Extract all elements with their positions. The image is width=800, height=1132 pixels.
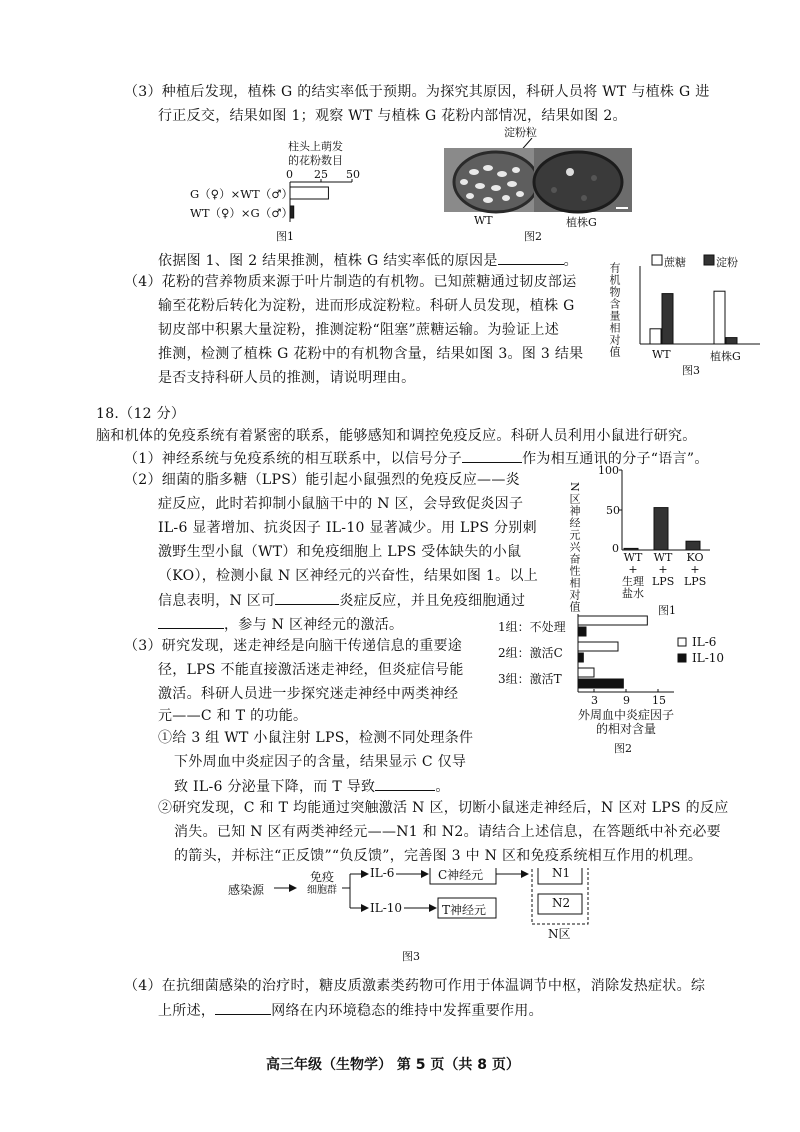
q18-fig3-n-region: N区 <box>548 927 571 941</box>
page-footer: 高三年级（生物学） 第 5 页（共 8 页） <box>266 1057 520 1073</box>
fig3-caption: 图3 <box>682 364 700 377</box>
q18-fig2-legend-il6: IL-6 <box>692 635 717 649</box>
q18-fig1-cat1-l1: WT <box>623 551 643 564</box>
q18-intro: 脑和机体的免疫系统有着紧密的联系，能够感知和调控免疫反应。科研人员利用小鼠进行研究。 <box>96 428 697 444</box>
q18-fig1-tick-50: 50 <box>606 504 620 517</box>
q18-fig2-bar-g2-il6 <box>578 642 618 651</box>
q18-fig1-cat3-l2: + <box>690 563 700 576</box>
fig2-wt-label: WT <box>474 214 493 227</box>
q18-fig2-xlabel-l1: 外周血中炎症因子 <box>577 708 674 722</box>
q18-2-line5: （KO），检测小鼠 N 区神经元的兴奋性，结果如图 1。以上 <box>158 568 539 584</box>
q18-fig3-source: 感染源 <box>228 883 265 897</box>
q18-fig2-bar-g3-il10 <box>578 679 623 688</box>
answer-blank[interactable] <box>462 448 522 463</box>
q17-3-question: 依据图 1、图 2 结果推测，植株 G 结实率低的原因是 <box>158 253 498 269</box>
fig3-ylabel: 有机物含量相对值 <box>608 262 621 358</box>
q18-fig2-xlabel <box>570 708 682 736</box>
q17-4-line2: 输至花粉后转化为淀粉，进而形成淀粉粒。科研人员发现，植株 G <box>158 298 575 314</box>
q18-fig3-il10: IL-10 <box>370 901 403 915</box>
q18-fig3-immune-l1: 免疫 <box>309 870 334 884</box>
q18-fig1-cat2-l2: + <box>658 563 668 576</box>
q18-2-line7 <box>158 614 403 635</box>
fig1-bar-g-x-wt <box>290 187 328 199</box>
q18-fig1-cat2-l3: LPS <box>652 575 675 588</box>
fig1-tick-0: 0 <box>286 168 293 181</box>
q18-3-sub1-line1: ①给 3 组 WT 小鼠注射 LPS，检测不同处理条件 <box>158 730 474 746</box>
q18-2-line2: 症反应，此时若抑制小鼠脑干中的 N 区，会导致促炎因子 <box>158 496 524 512</box>
q17-3-period: 。 <box>563 253 578 269</box>
q18-2-text-a: 信息表明，N 区可 <box>158 593 276 609</box>
fig1-row1-label: G（♀）×WT（♂） <box>190 187 294 201</box>
q17-3-line2: 行正反交，结果如图 1；观察 WT 与植株 G 花粉内部情况，结果如图 2。 <box>158 108 627 124</box>
q18-4-text-b: 网络在内环境稳态的维持中发挥重要作用。 <box>271 1003 543 1019</box>
q17-4-line3: 韧皮部中积累大量淀粉，推测淀粉“阻塞”蔗糖运输。为验证上述 <box>158 322 560 338</box>
q18-fig1-ylabel: N区神经元兴奋性相对值 <box>568 482 581 613</box>
fig2-caption: 图2 <box>524 230 542 243</box>
fig2-g-label: 植株G <box>566 216 597 229</box>
q18-fig1-cat2-l1: WT <box>653 551 673 564</box>
q18-4-line2 <box>158 1000 543 1021</box>
q18-figure3 <box>228 868 628 968</box>
q17-4-line1: （4）花粉的营养物质来源于叶片制造的有机物。已知蔗糖通过韧皮部运 <box>124 274 577 290</box>
fig3-legend-sucrose: 蔗糖 <box>664 256 686 269</box>
q18-fig2-caption: 图2 <box>614 742 632 755</box>
q18-fig3-t-neuron: T神经元 <box>442 903 487 917</box>
fig2-starch-label: 淀粉粒 <box>504 126 537 139</box>
q18-3-line2: 径，LPS 不能直接激活迷走神经，但炎症信号能 <box>158 662 464 678</box>
q18-3-sub1-line3 <box>174 776 450 797</box>
q18-3-sub2-line3: 的箭头，并标注“正反馈”“负反馈”，完善图 3 中 N 区和免疫系统相互作用的机理。 <box>174 848 703 864</box>
q18-4-text-a: 上所述， <box>158 1003 216 1019</box>
q17-figure2 <box>444 124 632 244</box>
q18-3-sub1-line2: 下外周血中炎症因子的含量，结果显示 C 仅导 <box>174 754 467 770</box>
answer-blank[interactable] <box>215 1000 271 1015</box>
q18-3-line4: 元——C 和 T 的功能。 <box>158 708 308 724</box>
q18-fig3-il6: IL-6 <box>370 866 395 880</box>
q18-fig2-bar-g3-il6 <box>578 668 594 677</box>
q18-fig1-tick-0: 0 <box>612 542 619 555</box>
fig3-bar-g-starch <box>726 338 737 344</box>
q18-fig2-bar-g2-il10 <box>578 653 583 662</box>
q18-fig3-immune-cells <box>302 870 342 898</box>
q18-4-line1: （4）在抗细菌感染的治疗时，糖皮质激素类药物可作用于体温调节中枢，消除发热症状。综 <box>124 978 706 994</box>
q18-fig1-cat1-l4: 盐水 <box>622 587 644 600</box>
q18-3-line1: （3）研究发现，迷走神经是向脑干传递信息的重要途 <box>124 638 463 654</box>
fig3-cat-g: 植株G <box>710 350 741 363</box>
q18-2-line1: （2）细菌的脂多糖（LPS）能引起小鼠强烈的免疫反应——炎 <box>124 472 520 488</box>
q18-fig1-cat3-l1: KO <box>686 551 704 564</box>
q17-4-line5: 是否支持科研人员的推测，请说明理由。 <box>158 370 416 386</box>
fig1-tick-25: 25 <box>314 168 328 181</box>
q18-2-line3: IL-6 显著增加、抗炎因子 IL-10 显著减少。用 LPS 分别刺 <box>158 520 537 536</box>
q18-3-sub2-line2: 消失。已知 N 区有两类神经元——N1 和 N2。请结合上述信息，在答题纸中补充必要 <box>174 824 721 840</box>
q17-3-line3 <box>158 250 578 271</box>
q18-fig3-caption: 图3 <box>402 950 420 963</box>
q18-fig2-tick-15: 15 <box>652 694 666 707</box>
fig1-caption: 图1 <box>276 230 294 243</box>
q18-fig1-cat1-l3: 生理 <box>622 575 644 588</box>
fig1-tick-50: 50 <box>346 168 360 181</box>
fig1-row2-label: WT（♀）×G（♂） <box>190 206 294 220</box>
q18-fig2-tick-3: 3 <box>591 694 598 707</box>
fig2-micrograph <box>444 138 632 222</box>
answer-blank[interactable] <box>498 250 564 265</box>
q17-figure3 <box>600 248 770 378</box>
q18-fig1-cat2 <box>652 552 674 588</box>
q18-fig3-immune-l2: 细胞群 <box>307 885 337 896</box>
q17-3-line1: （3）种植后发现，植株 G 的结实率低于预期。为探究其原因，科研人员将 WT 与植株 G 进 <box>124 84 710 100</box>
q18-fig2-bar-g1-il10 <box>578 627 586 636</box>
q18-1-text-a: （1）神经系统与免疫系统的相互联系中，以信号分子 <box>124 451 463 467</box>
q18-3-sub1-text-b: 。 <box>435 779 450 795</box>
q18-fig1-cat1 <box>622 552 644 600</box>
q18-fig1-cat3 <box>684 552 706 588</box>
fig3-cat-wt: WT <box>652 348 671 361</box>
q18-fig2-group1: 1组：不处理 <box>498 620 566 634</box>
fig1-axis-title-2: 的花粉数目 <box>288 154 343 167</box>
q18-fig2-tick-9: 9 <box>623 694 630 707</box>
q18-2-text-b: 炎症反应，并且免疫细胞通过 <box>339 593 526 609</box>
q18-fig1-bar-ko-lps <box>686 541 700 550</box>
q18-fig2-legend-il10: IL-10 <box>692 651 725 665</box>
q18-fig2-group3: 3组：激活T <box>498 672 562 686</box>
q18-fig1-plot <box>562 456 732 616</box>
q18-fig1-caption: 图1 <box>658 604 676 617</box>
q18-2-line4: 激野生型小鼠（WT）和免疫细胞上 LPS 受体缺失的小鼠 <box>158 544 522 560</box>
q18-fig1-cat3-l3: LPS <box>684 575 707 588</box>
q18-fig2-xlabel-l2: 的相对含量 <box>595 722 656 736</box>
answer-blank[interactable] <box>275 590 339 605</box>
q18-figure2 <box>498 612 768 762</box>
fig1-axis-title-1: 柱头上萌发 <box>288 140 343 153</box>
q18-1-text-b: 作为相互通讯的分子“语言”。 <box>522 451 709 467</box>
q18-fig3-diagram <box>228 868 628 968</box>
q18-fig2-bar-g1-il6 <box>578 616 647 625</box>
q18-fig3-n2: N2 <box>552 896 571 910</box>
q18-fig1-bar-wt-saline <box>624 548 638 550</box>
fig3-bar-wt-sucrose <box>650 329 661 344</box>
answer-blank[interactable] <box>158 614 224 629</box>
q17-4-line4: 推测，检测了植株 G 花粉中的有机物含量，结果如图 3。图 3 结果 <box>158 346 584 362</box>
q18-2-text-c: ，参与 N 区神经元的激活。 <box>224 617 404 633</box>
q18-fig1-tick-100: 100 <box>598 464 619 477</box>
fig3-bar-wt-starch <box>662 294 673 344</box>
fig3-legend-starch: 淀粉 <box>716 256 738 269</box>
q18-fig3-c-neuron: C神经元 <box>438 868 484 882</box>
q17-figure1 <box>190 138 380 248</box>
q18-fig3-n1: N1 <box>552 866 571 880</box>
q18-figure1 <box>562 456 732 616</box>
q18-heading: 18.（12 分） <box>96 406 186 422</box>
q18-fig2-group2: 2组：激活C <box>498 646 563 660</box>
q18-fig1-cat1-l2: + <box>628 563 638 576</box>
q18-2-line6 <box>158 590 525 611</box>
q18-fig1-bar-wt-lps <box>654 508 668 550</box>
q18-3-line3: 激活。科研人员进一步探究迷走神经中两类神经 <box>158 686 459 702</box>
q18-3-sub1-text-a: 致 IL-6 分泌量下降，而 T 导致 <box>174 779 376 795</box>
q18-3-sub2-line1: ②研究发现，C 和 T 均能通过突触激活 N 区，切断小鼠迷走神经后，N 区对 LPS 的反应 <box>158 800 729 816</box>
answer-blank[interactable] <box>375 776 435 791</box>
fig3-bar-g-sucrose <box>714 291 725 344</box>
